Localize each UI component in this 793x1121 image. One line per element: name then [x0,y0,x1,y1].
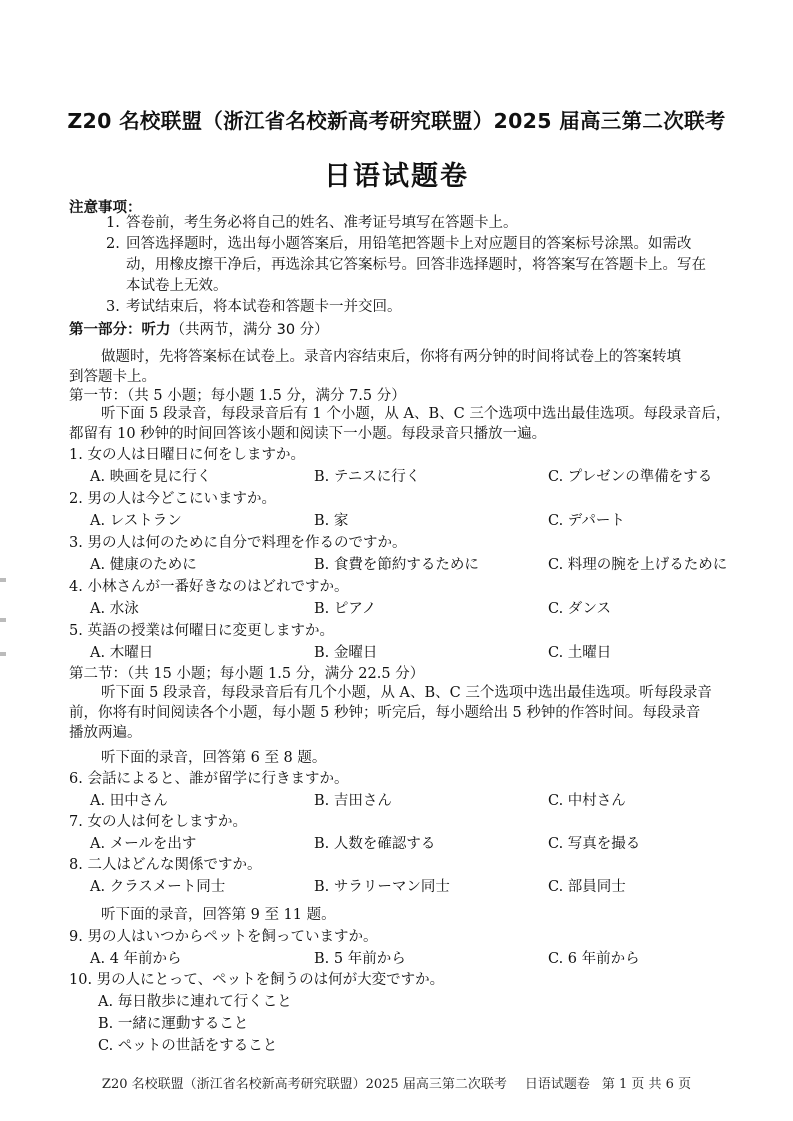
group-instruction: 听下面的录音，回答第 6 至 8 题。 [101,750,327,766]
instruction-line: 到答题卡上。 [69,369,156,385]
exam-title: Z20 名校联盟（浙江省名校新高考研究联盟）2025 届高三第二次联考 [67,109,726,133]
option-a: A. 毎日散歩に連れて行くこと [98,994,292,1010]
question-options [90,832,790,854]
question-options [90,875,790,897]
option-b: B. ピアノ [314,601,377,617]
instruction-line: 做题时，先将答案标在试卷上。录音内容结束后，你将有两分钟的时间将试卷上的答案转填 [101,349,681,365]
scan-mark [0,578,6,582]
question-stem: 4. 小林さんが一番好きなのはどれですか。 [69,579,349,595]
section1-heading: 第一节：（共 5 小题；每小题 1.5 分，满分 7.5 分） [69,388,406,404]
option-b: B. 食費を節約するために [314,557,479,573]
option-b: B. テニスに行く [314,469,421,485]
notice-heading: 注意事项： [69,200,142,216]
notice-item-number: 3. [106,299,120,315]
question-stem: 7. 女の人は何をしますか。 [69,814,247,830]
question-stem: 9. 男の人はいつからペットを飼っていますか。 [69,929,378,945]
question-options [90,789,790,811]
notice-item-3 [106,297,788,318]
option-a: A. 4 年前から [90,951,182,967]
question-stem: 5. 英語の授業は何曜日に変更しますか。 [69,623,334,639]
option-a: A. クラスメート同士 [90,879,226,895]
option-b: B. サラリーマン同士 [314,879,450,895]
notice-item-number: 1. [106,215,120,231]
footer-paper-name: 日语试题卷 [524,1077,590,1092]
option-c: C. 部員同士 [548,879,626,895]
notice-item-text: 回答选择题时，选出每小题答案后，用铅笔把答题卡上对应题目的答案标号涂黑。如需改 [126,236,692,252]
question-options [90,947,790,969]
group-instruction: 听下面的录音，回答第 9 至 11 题。 [101,907,336,923]
instruction-line: 播放两遍。 [69,725,142,741]
option-a: A. 健康のために [90,557,197,573]
option-c: C. 土曜日 [548,645,612,661]
paper-subtitle: 日语试题卷 [324,161,469,192]
notice-item-2 [106,234,788,297]
option-c: C. ダンス [548,601,612,617]
notice-item-text: 动，用橡皮擦干净后，再选涂其它答案标号。回答非选择题时，将答案写在答题卡上。写在 [126,257,706,273]
option-b: B. 人数を確認する [314,836,436,852]
question-options [90,509,790,531]
instruction-line: 听下面 5 段录音，每段录音后有几个小题，从 A、B、C 三个选项中选出最佳选项。听每段录音 [101,685,712,701]
question-stem: 3. 男の人は何のために自分で料理を作るのですか。 [69,535,407,551]
question-stem: 10. 男の人にとって、ペットを飼うのは何が大変ですか。 [69,972,445,988]
question-options [90,641,790,663]
option-a: A. 映画を見に行く [90,469,212,485]
instruction-line: 听下面 5 段录音，每段录音后有 1 个小题，从 A、B、C 三个选项中选出最佳选项。每段录音后， [101,406,731,422]
option-b: B. 金曜日 [314,645,378,661]
option-a: A. 木曜日 [90,645,154,661]
instruction-line: 前，你将有时间阅读各个小题，每小题 5 秒钟；听完后，每小题给出 5 秒钟的作答时间。每段录音 [69,705,701,721]
question-stem: 2. 男の人は今どこにいますか。 [69,491,276,507]
notice-item-1 [106,213,788,234]
page-footer [0,1073,793,1092]
notice-item-text: 答卷前，考生务必将自己的姓名、准考证号填写在答题卡上。 [126,215,518,231]
notice-item-text: 本试卷上无效。 [126,278,228,294]
option-b: B. 吉田さん [314,793,392,809]
question-stem: 6. 会話によると、誰が留学に行きますか。 [69,771,349,787]
option-c: C. ペットの世話をすること [98,1038,278,1054]
part1-note: （共两节，满分 30 分） [170,322,329,338]
option-c: C. 中村さん [548,793,626,809]
section2-instructions [69,683,784,743]
question-stem: 8. 二人はどんな関係ですか。 [69,857,262,873]
option-a: A. レストラン [90,513,182,529]
scan-mark [0,618,6,622]
part1-title: 第一部分：听力 [69,322,171,338]
footer-exam-name: Z20 名校联盟（浙江省名校新高考研究联盟）2025 届高三第二次联考 [101,1077,507,1092]
option-a: A. 水泳 [90,601,139,617]
notice-item-number: 2. [106,236,120,252]
section1-instructions [69,404,784,444]
option-c: C. 写真を撮る [548,836,641,852]
question-options [90,597,790,619]
instruction-line: 都留有 10 秒钟的时间回答该小题和阅读下一小题。每段录音只播放一遍。 [69,426,547,442]
question-stem: 1. 女の人は日曜日に何をしますか。 [69,447,305,463]
option-c: C. 6 年前から [548,951,640,967]
footer-page-number: 第 1 页 共 6 页 [601,1077,692,1092]
section2-heading: 第二节：（共 15 小题；每小题 1.5 分，满分 22.5 分） [69,666,425,682]
option-a: A. メールを出す [90,836,197,852]
question-options [90,553,790,575]
option-b: B. 一緒に運動すること [98,1016,249,1032]
option-b: B. 5 年前から [314,951,406,967]
option-a: A. 田中さん [90,793,168,809]
notice-item-text: 考试结束后，将本试卷和答题卡一并交回。 [126,299,402,315]
part1-instructions [69,347,784,387]
option-b: B. 家 [314,513,349,529]
question-options [90,465,790,487]
option-c: C. 料理の腕を上げるために [548,557,728,573]
scan-mark [0,652,6,656]
option-c: C. プレゼンの準備をする [548,469,713,485]
part1-heading [69,318,329,339]
option-c: C. デパート [548,513,625,529]
